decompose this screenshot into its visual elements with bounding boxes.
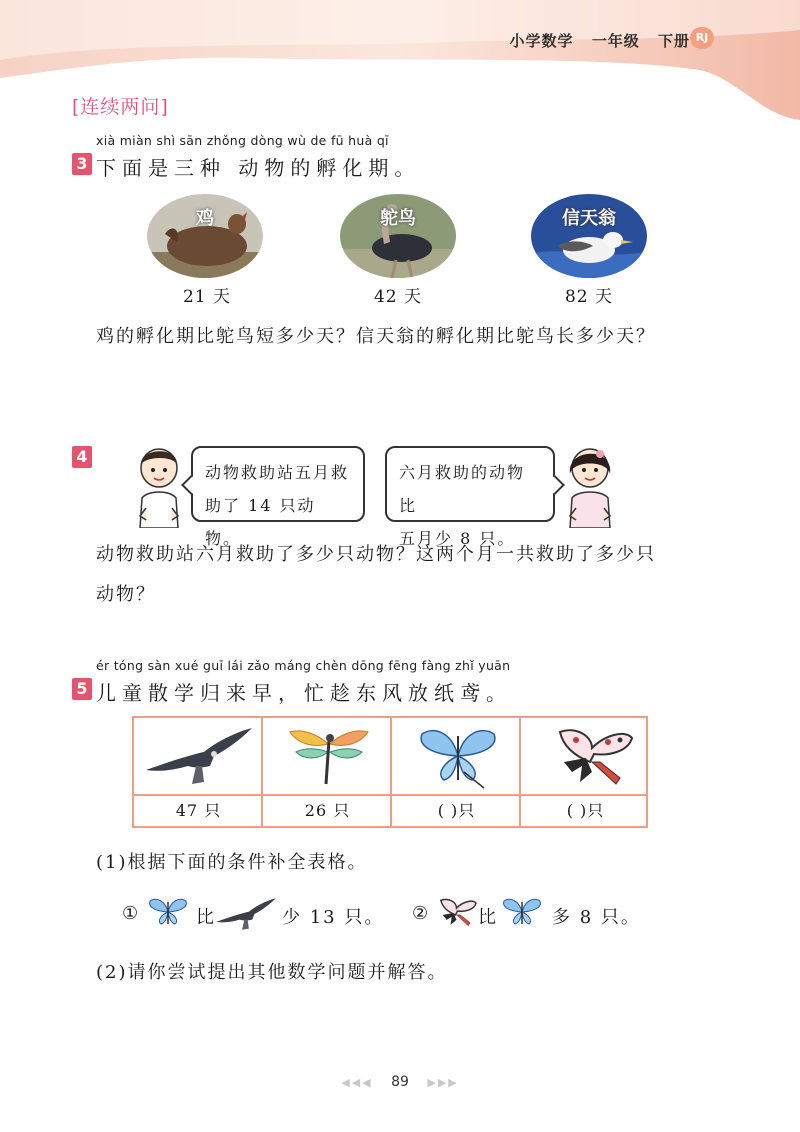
eagle-count: 47 只: [175, 801, 222, 820]
q4-question-line1: 动物救助站六月救助了多少只动物？这两个月一共救助了多少只: [96, 544, 656, 565]
ostrich-label: 鸵鸟: [380, 208, 416, 229]
condition1-compare: 比: [196, 907, 216, 928]
bubble-left-line2: 助了 14 只动物。: [205, 496, 316, 548]
condition2-result: 多 8 只。: [552, 907, 641, 928]
header-title: [497, 30, 690, 51]
bubble-left-line1: 动物救助站五月救: [205, 463, 350, 482]
chicken-label: 鸡: [196, 208, 214, 229]
eagle-kite-small-icon: [214, 896, 278, 932]
q3-pinyin: xià miàn shì sān zhǒng dòng wù de fū huà qī: [96, 133, 389, 148]
bird-kite-icon: [546, 722, 636, 790]
q3-text: 下面是三种 动物的孵化期。: [96, 156, 421, 180]
butterfly-kite-small-icon: [146, 892, 190, 932]
q3-number: 3: [72, 153, 92, 175]
bubble-right-line2: 五月少 8 只。: [399, 529, 516, 548]
eagle-kite-icon: [144, 724, 254, 788]
chicken-days: 21 天: [182, 287, 232, 307]
q3-question: 鸡的孵化期比鸵鸟短多少天？信天翁的孵化期比鸵鸟长多少天？: [96, 326, 656, 347]
albatross-days: 82 天: [564, 287, 614, 307]
condition2-compare: 比: [478, 907, 498, 928]
q5-text: 儿童散学归来早，忙趁东风放纸鸢。: [96, 681, 512, 705]
bird-kite-small-icon: [434, 893, 478, 931]
condition1-result: 少 13 只。: [282, 907, 385, 928]
page-footer: [0, 1074, 800, 1090]
butterfly-count-blank[interactable]: ( )只: [437, 801, 476, 820]
condition1-marker: ①: [122, 903, 141, 924]
q5-part2: (2)请你尝试提出其他数学问题并解答。: [96, 962, 448, 983]
butterfly-kite-icon: [414, 722, 502, 790]
q4-number: 4: [72, 446, 92, 468]
q5-number: 5: [72, 678, 92, 700]
ostrich-days: 42 天: [373, 287, 423, 307]
header-volume: 下册: [657, 32, 690, 50]
albatross-label: 信天翁: [562, 208, 616, 229]
header-subject: 小学数学: [509, 32, 574, 50]
table-divider: [134, 794, 646, 796]
boy-avatar: [132, 442, 186, 528]
edition-badge: RJ: [690, 27, 714, 49]
speech-bubble-right: [385, 446, 555, 548]
ostrich-image: [340, 194, 456, 278]
q5-pinyin: ér tóng sàn xué guī lái zǎo máng chèn dōng fēng fàng zhǐ yuān: [96, 658, 511, 673]
bubble-right-line1: 六月救助的动物比: [399, 463, 526, 515]
kite-table: [132, 716, 648, 828]
condition2-marker: ②: [412, 903, 431, 924]
right-arrows-icon: ▶▶▶: [427, 1076, 459, 1089]
section-tag: [连续两问]: [72, 96, 169, 118]
header-grade: 一年级: [591, 32, 640, 50]
albatross-image: [531, 194, 647, 278]
speech-bubble-left: [191, 446, 365, 548]
page-number: 89: [391, 1074, 409, 1090]
left-arrows-icon: ◀◀◀: [341, 1076, 373, 1089]
dragonfly-count: 26 只: [304, 801, 351, 820]
bird-count-blank[interactable]: ( )只: [566, 801, 605, 820]
q4-question-line2: 动物？: [96, 584, 156, 605]
girl-avatar: [562, 440, 618, 528]
chicken-image: [147, 194, 263, 278]
q5-part1: (1)根据下面的条件补全表格。: [96, 852, 368, 873]
butterfly-kite-small-icon-2: [500, 892, 544, 932]
girl-icon: [562, 440, 618, 528]
dragonfly-kite-icon: [284, 722, 374, 790]
boy-icon: [132, 442, 186, 528]
